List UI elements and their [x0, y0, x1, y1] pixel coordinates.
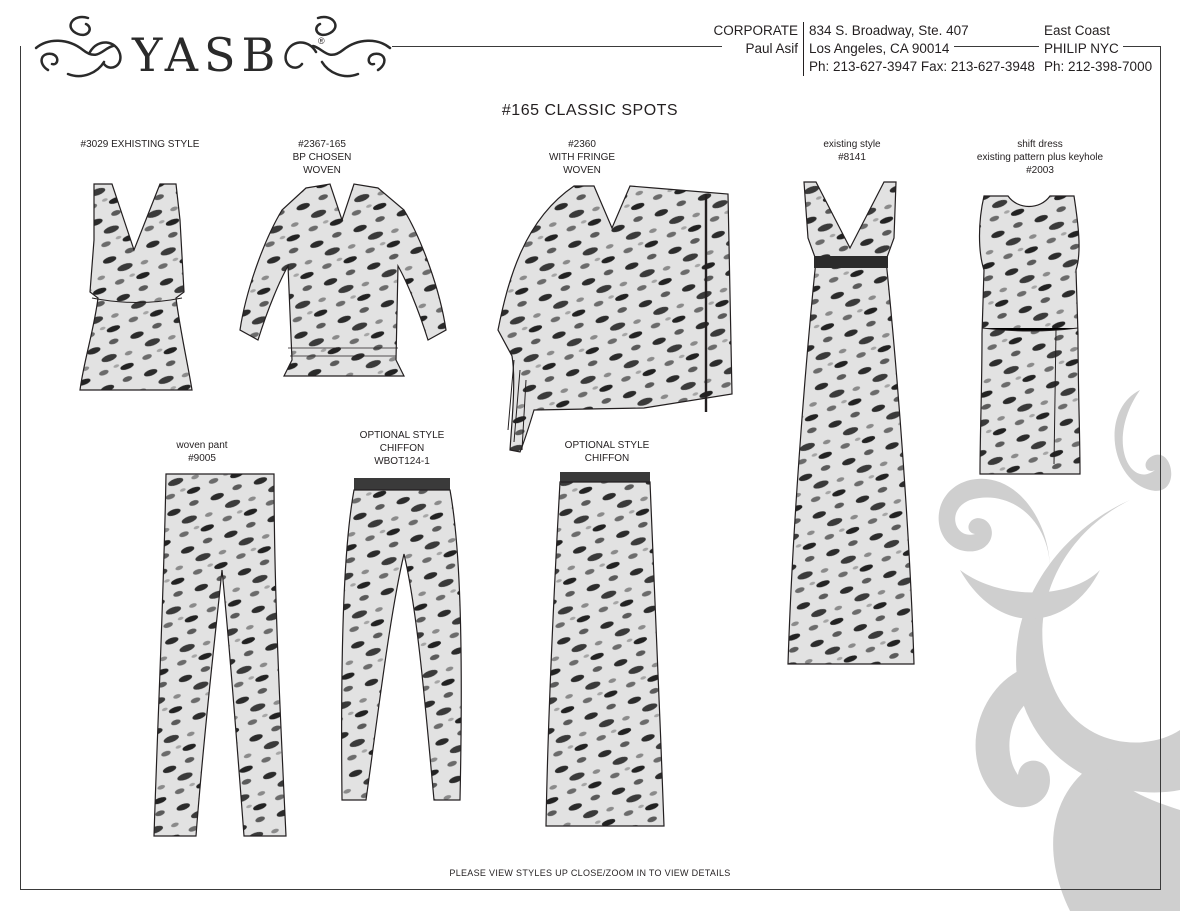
- corporate-block: [700, 22, 798, 58]
- style-label-line: #8141: [838, 152, 866, 163]
- style-label: [252, 138, 392, 177]
- east-coast-label: East Coast: [1044, 23, 1111, 38]
- style-label-line: existing style: [823, 139, 881, 150]
- style-label-line: WOVEN: [303, 165, 341, 176]
- style-label-line: #3029 EXHISTING STYLE: [80, 139, 200, 150]
- brand-logo: [28, 8, 398, 92]
- style-label-line: BP CHOSEN: [292, 152, 352, 163]
- style-label-line: OPTIONAL STYLE: [359, 430, 445, 441]
- garment-shift-dress-2003: [974, 192, 1084, 478]
- corporate-label: CORPORATE: [713, 23, 798, 38]
- east-coast-phone: Ph: 212-398-7000: [1044, 59, 1153, 74]
- style-label-line: OPTIONAL STYLE: [564, 440, 650, 451]
- east-coast-block: [1044, 22, 1152, 76]
- style-label-line: #2003: [1026, 165, 1054, 176]
- style-label-line: CHIFFON: [584, 453, 630, 464]
- registered-mark: ®: [318, 36, 325, 46]
- east-coast-name: PHILIP NYC: [1044, 40, 1123, 58]
- brand-name: YASB: [132, 28, 282, 82]
- address-line-2: Los Angeles, CA 90014: [809, 40, 953, 58]
- style-label-line: existing pattern plus keyhole: [976, 152, 1104, 163]
- style-label-line: #2367-165: [298, 139, 346, 150]
- phone-line: Ph: 213-627-3947 Fax: 213-627-3948: [809, 59, 1035, 74]
- style-label: [132, 439, 272, 465]
- style-label-line: CHIFFON: [379, 443, 425, 454]
- page-footer-note: PLEASE VIEW STYLES UP CLOSE/ZOOM IN TO VIEW DETAILS: [449, 868, 731, 878]
- style-label: [60, 138, 220, 151]
- garment-fringe-top-2360: [494, 180, 734, 455]
- garment-woven-pant-9005: [150, 470, 290, 842]
- style-label: [950, 138, 1130, 177]
- garment-optional-skirt-chiffon: [542, 470, 668, 830]
- frame-rule: [392, 46, 722, 47]
- style-label-line: woven pant: [176, 440, 228, 451]
- garment-optional-pant-wbot124: [336, 474, 466, 804]
- style-label-line: shift dress: [1017, 139, 1063, 150]
- style-label-line: WBOT124-1: [374, 456, 430, 467]
- style-label-line: #9005: [188, 453, 216, 464]
- style-label: [512, 138, 652, 177]
- style-label: [782, 138, 922, 164]
- style-label-line: #2360: [568, 139, 596, 150]
- header-divider: [803, 22, 804, 76]
- collection-title: #165 CLASSIC SPOTS: [501, 102, 679, 119]
- address-block: [809, 22, 1035, 76]
- garment-tank-top-3029: [72, 180, 202, 395]
- garment-maxi-dress-8141: [786, 178, 916, 670]
- address-line-1: 834 S. Broadway, Ste. 407: [809, 23, 969, 38]
- style-label: [332, 429, 472, 468]
- corporate-contact: Paul Asif: [745, 41, 798, 56]
- style-label-line: WOVEN: [563, 165, 601, 176]
- style-label-line: WITH FRINGE: [548, 152, 616, 163]
- garment-blouse-2367: [236, 180, 448, 380]
